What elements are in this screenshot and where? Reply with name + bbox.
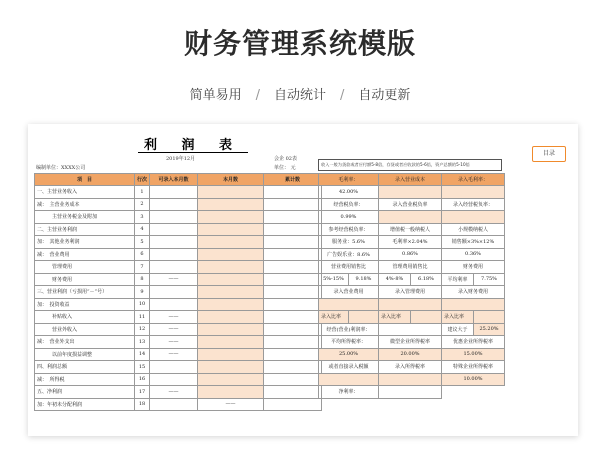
input-month-cell[interactable] [150, 223, 198, 236]
tax-rate-input[interactable] [442, 211, 505, 224]
row-no: 1 [135, 186, 150, 199]
cumulative-cell[interactable] [264, 186, 322, 199]
ratio-input[interactable] [411, 311, 442, 324]
input-month-cell[interactable]: —— [150, 273, 198, 286]
finance-label: 财务费用 [442, 261, 505, 274]
input-month-cell[interactable]: —— [150, 323, 198, 336]
tax-rate-entry-input[interactable] [379, 373, 442, 386]
row-no: 14 [135, 348, 150, 361]
month-cell[interactable] [198, 336, 264, 349]
company-label: 编制单位：XXXX公司 [36, 165, 86, 171]
tax-burden-label: 经营税负率： [319, 198, 379, 211]
month-cell[interactable] [198, 298, 264, 311]
ratio-label: 录入比率 [379, 311, 411, 324]
cumulative-cell[interactable] [264, 361, 322, 374]
ratio-label: 录入比率 [319, 311, 349, 324]
input-month-cell[interactable] [150, 186, 198, 199]
gross-margin-value: 42.00% [319, 186, 379, 199]
input-month-cell[interactable] [150, 248, 198, 261]
row-label: 五、净利润 [35, 386, 135, 399]
avg-rate-label: 平均利率 [442, 273, 474, 286]
row-no: 8 [135, 273, 150, 286]
cumulative-cell[interactable] [264, 386, 322, 399]
row-label: 减： 营业费用 [35, 248, 135, 261]
tax-input-label: 录入营业税负率 [379, 198, 442, 211]
row-label: 二、主营业务利润 [35, 223, 135, 236]
input-month-cell[interactable]: —— [150, 311, 198, 324]
admin-input[interactable] [379, 298, 442, 311]
opex-input-label: 录入营业费用 [319, 286, 379, 299]
header-line-no: 行次 [135, 174, 150, 186]
row-label: 三、营业利润（亏损用“－”号） [35, 286, 135, 299]
tag-auto-stats: 自动统计 [273, 88, 326, 103]
tag-easy: 简单易用 [189, 88, 242, 103]
tag-separator: / [255, 88, 260, 103]
op-margin-value [379, 323, 442, 336]
row-label: 减： 主营业务成本 [35, 198, 135, 211]
row-label: 一、主营业务收入 [35, 186, 135, 199]
row-no: 4 [135, 223, 150, 236]
general-ad-rate: 0.86% [379, 248, 442, 261]
header-input-month: 可录入本月数 [150, 174, 198, 186]
preferential-tax-label: 优惠企业所得税率 [442, 336, 505, 349]
input-month-cell[interactable]: —— [150, 336, 198, 349]
row-no: 16 [135, 373, 150, 386]
month-cell[interactable] [198, 261, 264, 274]
month-cell[interactable] [198, 286, 264, 299]
micro-tax-label: 微型企业所得税率 [379, 336, 442, 349]
preferential-tax-value: 15.00% [442, 348, 505, 361]
header-item: 项 目 [35, 174, 135, 186]
spreadsheet-preview [28, 124, 578, 436]
row-label: 补贴收入 [35, 311, 135, 324]
row-label: 管理费用 [35, 261, 135, 274]
op-margin-label: 经营(营业)利润率： [319, 323, 379, 336]
general-formula: 毛利率×2.04% [379, 236, 442, 249]
month-cell[interactable] [198, 386, 264, 399]
catalog-button[interactable]: 目录 [532, 146, 566, 162]
cumulative-cell[interactable] [264, 323, 322, 336]
margin-input[interactable] [442, 186, 505, 199]
row-label: 营业外收入 [35, 323, 135, 336]
cumulative-cell[interactable] [264, 261, 322, 274]
row-label: 加： 投资收益 [35, 298, 135, 311]
suggest-value: 25.20% [474, 323, 505, 336]
finance-input[interactable] [442, 298, 505, 311]
direct-tax-label: 或者直接录入税额 [319, 361, 379, 374]
cumulative-cell[interactable] [264, 348, 322, 361]
empty-cell [442, 386, 505, 399]
admin-range: 4%-8% [379, 273, 411, 286]
ratio-input[interactable] [349, 311, 379, 324]
helper-table [318, 173, 505, 399]
special-tax-label: 特殊企业所得税率 [442, 361, 505, 374]
input-month-cell[interactable] [150, 298, 198, 311]
row-label: 四、利润总额 [35, 361, 135, 374]
cost-input-label: 录入营业成本 [379, 174, 442, 186]
row-no: 3 [135, 211, 150, 224]
cumulative-cell[interactable] [264, 236, 322, 249]
cumulative-cell[interactable] [264, 311, 322, 324]
month-cell[interactable] [198, 373, 264, 386]
month-cell[interactable] [198, 236, 264, 249]
service-rate: 服务业：5.6% [319, 236, 379, 249]
input-month-cell[interactable] [150, 373, 198, 386]
net-margin-value [379, 386, 442, 399]
ratio-input[interactable] [474, 311, 505, 324]
opex-ratio-label: 营业费用销售比 [319, 261, 379, 274]
input-month-cell[interactable]: —— [150, 386, 198, 399]
cumulative-cell[interactable] [264, 248, 322, 261]
row-label: 加：年初未分配利润 [35, 398, 135, 411]
cumulative-cell[interactable] [264, 223, 322, 236]
unit-label: 单位： 元 [274, 165, 296, 171]
row-no: 2 [135, 198, 150, 211]
input-month-cell[interactable] [150, 361, 198, 374]
input-month-cell[interactable]: —— [150, 348, 198, 361]
cumulative-cell[interactable] [264, 286, 322, 299]
row-label: 主营业务税金及附加 [35, 211, 135, 224]
tax-burden-value: 0.99% [319, 211, 379, 224]
month-cell[interactable] [198, 323, 264, 336]
avg-tax-value: 25.00% [319, 348, 379, 361]
tax-input[interactable] [379, 211, 442, 224]
ref-tax-label: 参考经营税负率： [319, 223, 379, 236]
row-label: 减： 营业外支出 [35, 336, 135, 349]
month-cell[interactable] [198, 198, 264, 211]
tag-separator: / [340, 88, 345, 103]
margin-input-label: 录入毛利率： [442, 174, 505, 186]
avg-rate-value: 7.75% [474, 273, 505, 286]
title-underline [138, 152, 248, 153]
cumulative-cell[interactable] [264, 198, 322, 211]
month-cell[interactable] [198, 273, 264, 286]
row-no: 10 [135, 298, 150, 311]
month-cell[interactable] [198, 348, 264, 361]
opex-input[interactable] [319, 298, 379, 311]
input-month-cell[interactable] [150, 261, 198, 274]
finance-input-label: 录入财务费用 [442, 286, 505, 299]
feature-tags [0, 84, 600, 103]
month-cell[interactable] [198, 311, 264, 324]
general-taxpayer: 增值税一般纳税人 [379, 223, 442, 236]
admin-ratio-label: 管理费用销售比 [379, 261, 442, 274]
opex-value: 9.18% [349, 273, 379, 286]
row-no: 13 [135, 336, 150, 349]
tag-auto-update: 自动更新 [358, 88, 411, 103]
tax-rate-input-label: 录入经营税负率： [442, 198, 505, 211]
input-month-cell[interactable] [150, 211, 198, 224]
row-no: 18 [135, 398, 150, 411]
cost-input[interactable] [379, 186, 442, 199]
avg-tax-label: 平均所得税率： [319, 336, 379, 349]
tax-rate-entry-label: 录入所得税率 [379, 361, 442, 374]
row-no: 6 [135, 248, 150, 261]
row-no: 11 [135, 311, 150, 324]
cumulative-cell[interactable] [264, 373, 322, 386]
month-cell[interactable] [198, 223, 264, 236]
row-no: 17 [135, 386, 150, 399]
row-no: 7 [135, 261, 150, 274]
form-number: 会企 02表 [274, 156, 297, 162]
report-date: 2019年12月 [166, 156, 196, 162]
gross-margin-label: 毛利率： [319, 174, 379, 186]
suggest-label: 建议大于 [442, 323, 474, 336]
cumulative-cell[interactable] [264, 336, 322, 349]
month-cell[interactable] [198, 211, 264, 224]
admin-value: 6.18% [411, 273, 442, 286]
input-month-cell[interactable] [150, 198, 198, 211]
month-cell[interactable] [198, 248, 264, 261]
small-taxpayer: 小规模纳税人 [442, 223, 505, 236]
row-no: 15 [135, 361, 150, 374]
page-title: 财务管理系统模版 [183, 27, 416, 60]
row-label: 以前年度损益调整 [35, 348, 135, 361]
net-margin-label: 净利率： [319, 386, 379, 399]
cumulative-cell[interactable] [264, 298, 322, 311]
row-label: 财务费用 [35, 273, 135, 286]
sheet-title: 利 润 表 [143, 138, 243, 153]
row-no: 12 [135, 323, 150, 336]
row-no: 5 [135, 236, 150, 249]
month-cell[interactable] [198, 361, 264, 374]
input-month-cell[interactable] [150, 286, 198, 299]
cumulative-cell[interactable] [264, 211, 322, 224]
row-label: 加： 其他业务利润 [35, 236, 135, 249]
cumulative-cell[interactable] [264, 398, 322, 411]
cumulative-cell[interactable] [264, 273, 322, 286]
admin-input-label: 录入管理费用 [379, 286, 442, 299]
month-cell[interactable]: —— [198, 398, 264, 411]
special-tax-value: 10.00% [442, 373, 505, 386]
ad-rate: 广告娱乐业：8.6% [319, 248, 379, 261]
income-note: 收入一般为货款或者应付额5-8倍，存货或者应收款的5-6倍，资产总额的5-10倍 [318, 159, 502, 171]
header-month: 本月数 [198, 174, 264, 186]
small-ad-rate: 0.36% [442, 248, 505, 261]
opex-range: 5%-15% [319, 273, 349, 286]
direct-tax-input[interactable] [319, 373, 379, 386]
input-month-cell[interactable] [150, 236, 198, 249]
income-statement-table [34, 173, 322, 411]
row-label: 减： 所得税 [35, 373, 135, 386]
ratio-label: 录入比率 [442, 311, 474, 324]
row-no: 9 [135, 286, 150, 299]
header-cumulative: 累计数 [264, 174, 322, 186]
input-month-cell[interactable] [150, 398, 198, 411]
micro-tax-value: 20.00% [379, 348, 442, 361]
month-cell[interactable] [198, 186, 264, 199]
small-formula: 销售额×3%×12% [442, 236, 505, 249]
